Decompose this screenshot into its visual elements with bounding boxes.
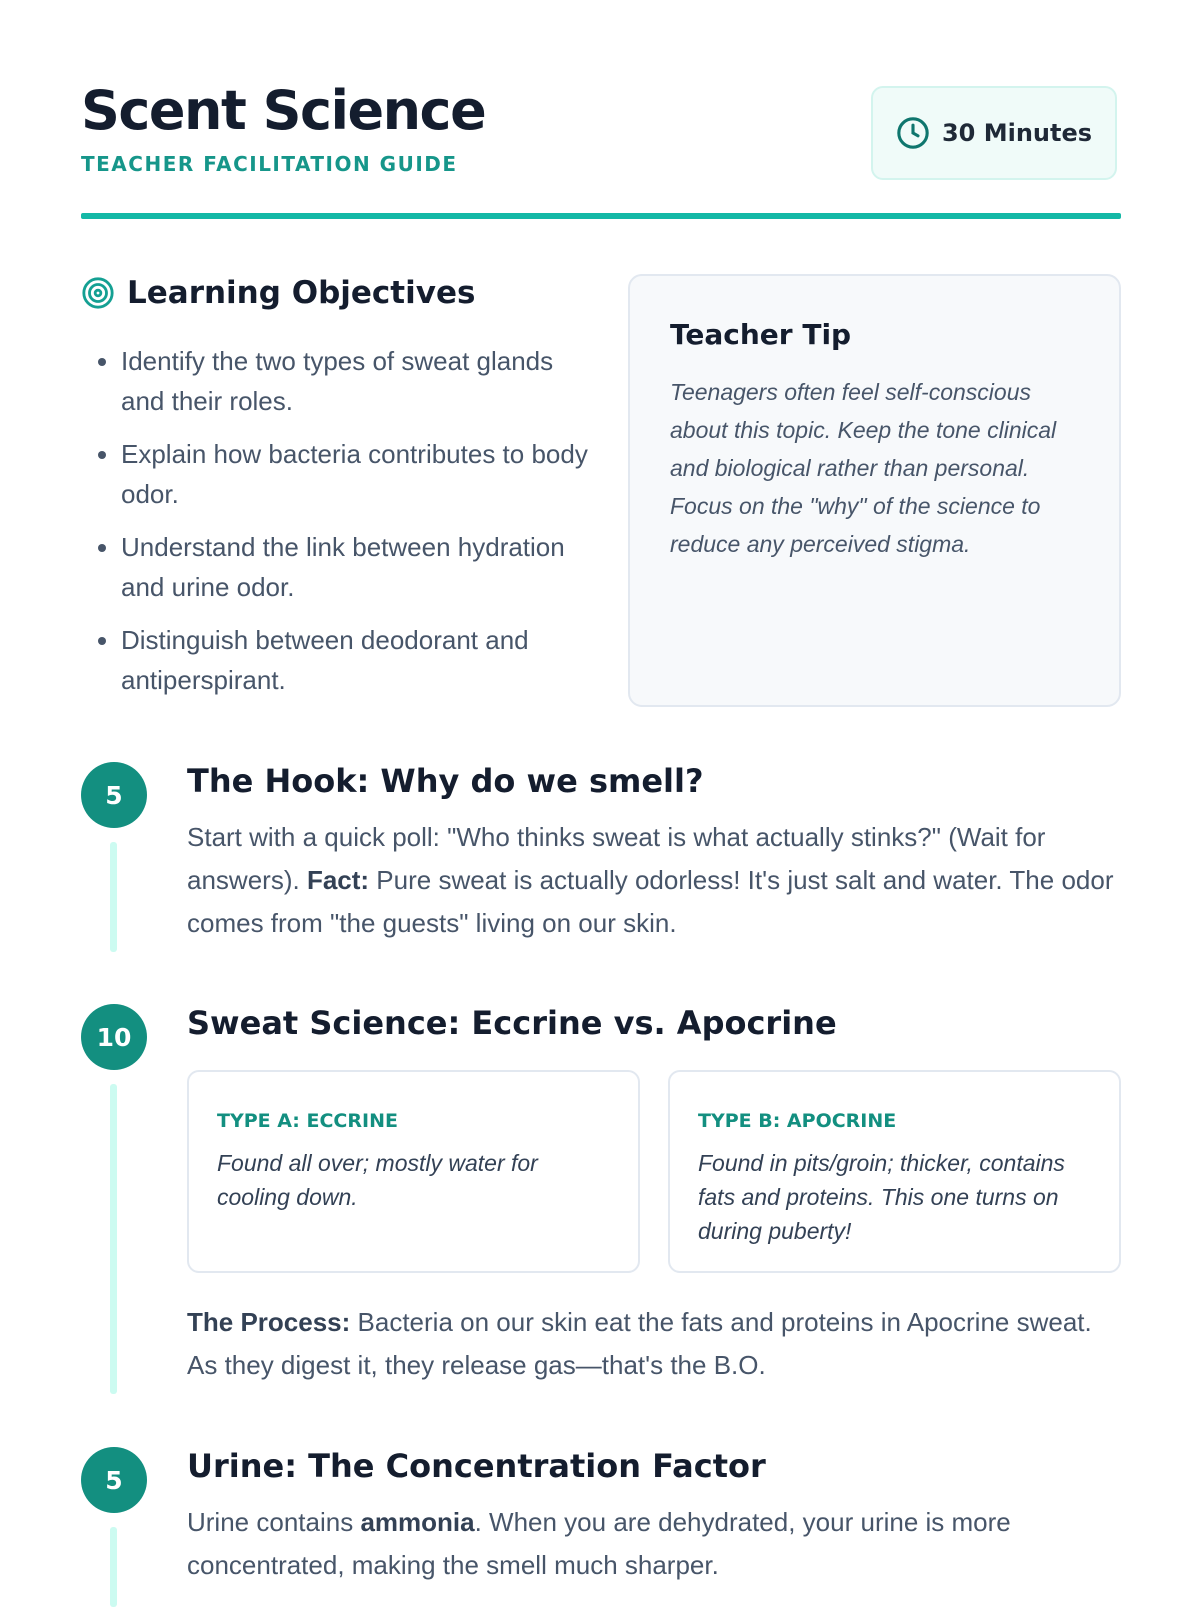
card-label: TYPE A: ECCRINE: [217, 1110, 398, 1133]
card-label: TYPE B: APOCRINE: [698, 1110, 897, 1133]
step-title: Urine: The Concentration Factor: [187, 1447, 766, 1485]
step-text-part: . When you are dehydrated, your urine is more concentrated, making the smell much sharper.: [187, 1507, 1011, 1581]
card-text: Found all over; mostly water for cooling down.: [217, 1150, 538, 1211]
page-title: Scent Science: [81, 79, 486, 142]
eccrine-card: [187, 1070, 640, 1273]
step-content: [187, 762, 1121, 945]
objectives-heading: [81, 275, 601, 311]
apocrine-card: [668, 1070, 1121, 1273]
objective-item: • Distinguish between deodorant and antiperspirant.: [121, 620, 601, 700]
timeline-line: [110, 842, 117, 952]
step-text-part: Start with a quick poll: "Who thinks sweat is what actually stinks?" (Wait for answers).: [187, 822, 1046, 896]
step-text: [187, 1501, 1121, 1587]
gland-cards: [187, 1070, 1121, 1273]
timeline-line: [110, 1527, 117, 1607]
learning-objectives: [81, 275, 601, 713]
duration-label: 30 Minutes: [941, 119, 1093, 147]
minutes-badge: 10: [81, 1004, 147, 1070]
step-content: [187, 1004, 1121, 1387]
duration-badge: [871, 86, 1117, 180]
header-divider: [81, 213, 1121, 219]
clock-icon: [896, 116, 930, 150]
tip-title: Teacher Tip: [670, 318, 852, 351]
timeline-step-hook: [81, 762, 1121, 952]
step-text-part: Urine contains: [187, 1507, 354, 1538]
step-title: Sweat Science: Eccrine vs. Apocrine: [187, 1004, 837, 1042]
objective-item: • Identify the two types of sweat glands and their roles.: [121, 341, 601, 421]
objective-item: • Explain how bacteria contributes to body odor.: [121, 434, 601, 514]
step-text-bold: The Process:: [187, 1307, 351, 1338]
tip-body: Teenagers often feel self-conscious about this topic. Keep the tone clinical and biological rather than personal. Focus on the "why" of the science to reduce any perceived stigma.: [670, 379, 1057, 557]
card-text: Found in pits/groin; thicker, contains fats and proteins. This one turns on during puberty!: [698, 1150, 1065, 1245]
step-text: [187, 816, 1121, 945]
teacher-tip-box: [628, 274, 1121, 707]
minutes-badge: 5: [81, 762, 147, 828]
objectives-title: Learning Objectives: [127, 275, 476, 311]
step-text: [187, 1301, 1121, 1387]
step-title: The Hook: Why do we smell?: [187, 762, 704, 800]
page-header: [81, 79, 1121, 176]
step-content: [187, 1447, 1121, 1587]
step-text-bold: ammonia: [360, 1507, 475, 1538]
step-text-bold: Fact:: [306, 865, 370, 896]
step-text-part: Pure sweat is actually odorless! It's just salt and water. The odor comes from "the guests" living on our skin.: [187, 865, 1114, 939]
timeline-step-urine: [81, 1447, 1121, 1600]
minutes-badge: 5: [81, 1447, 147, 1513]
timeline-line: [110, 1084, 117, 1394]
objectives-list: [81, 341, 601, 700]
target-icon: [81, 276, 115, 310]
page-subtitle: TEACHER FACILITATION GUIDE: [81, 152, 458, 176]
objective-item: • Understand the link between hydration and urine odor.: [121, 527, 601, 607]
step-text-part: Bacteria on our skin eat the fats and proteins in Apocrine sweat. As they digest it, they release gas—that's the B.O.: [187, 1307, 1092, 1381]
timeline-step-sweat-science: [81, 1004, 1121, 1394]
